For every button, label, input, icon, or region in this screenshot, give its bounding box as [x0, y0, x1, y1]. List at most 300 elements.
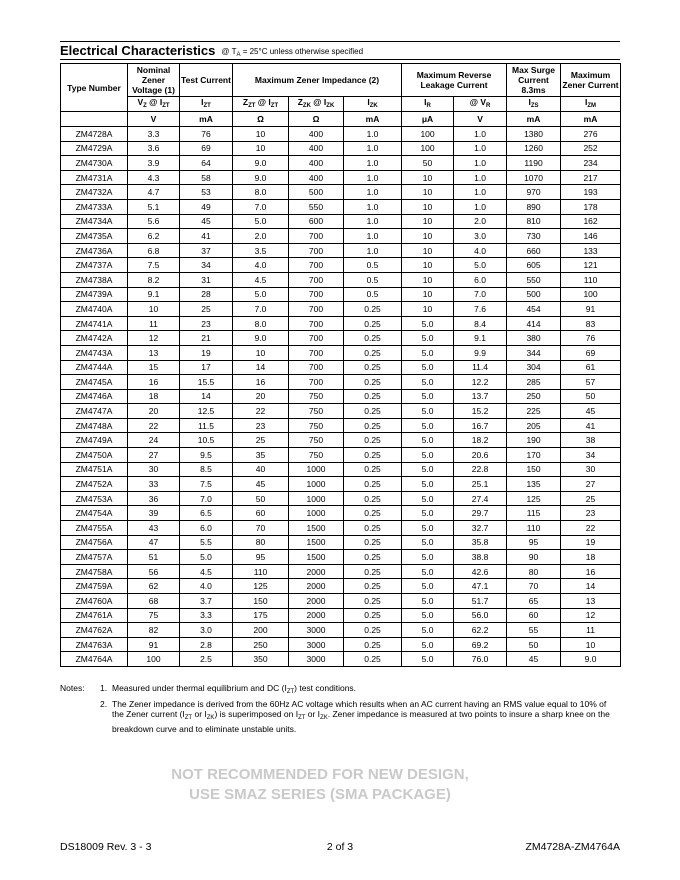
value-cell: 10.5 — [180, 433, 233, 448]
symbol-ir: $I_R$ — [402, 97, 454, 112]
value-cell: 6.5 — [180, 506, 233, 521]
value-cell: 100 — [402, 127, 454, 142]
unit-blank — [61, 112, 128, 127]
value-cell: 9.5 — [180, 448, 233, 463]
type-number-cell: ZM4739A — [61, 287, 128, 302]
value-cell: 0.25 — [344, 418, 402, 433]
value-cell: 34 — [561, 448, 621, 463]
value-cell: 3.7 — [180, 594, 233, 609]
notes-section — [60, 683, 620, 734]
value-cell: 1190 — [507, 156, 561, 171]
value-cell: 1000 — [289, 462, 344, 477]
value-cell: 62 — [128, 579, 180, 594]
table-row — [61, 608, 621, 623]
value-cell: 22 — [233, 404, 289, 419]
value-cell: 80 — [233, 535, 289, 550]
type-number-cell: ZM4746A — [61, 389, 128, 404]
value-cell: 5.0 — [402, 462, 454, 477]
value-cell: 10 — [402, 229, 454, 244]
type-number-cell: ZM4744A — [61, 360, 128, 375]
table-row — [61, 418, 621, 433]
table-row — [61, 214, 621, 229]
value-cell: 8.0 — [233, 316, 289, 331]
type-number-cell: ZM4743A — [61, 345, 128, 360]
value-cell: 3000 — [289, 637, 344, 652]
value-cell: 25 — [561, 491, 621, 506]
value-cell: 1.0 — [344, 199, 402, 214]
value-cell: 38 — [561, 433, 621, 448]
type-number-cell: ZM4764A — [61, 652, 128, 667]
value-cell: 700 — [289, 331, 344, 346]
table-row — [61, 229, 621, 244]
value-cell: 8.5 — [180, 462, 233, 477]
value-cell: 0.25 — [344, 608, 402, 623]
value-cell: 10 — [233, 141, 289, 156]
value-cell: 810 — [507, 214, 561, 229]
col-max-surge-current: Max Surge Current 8.3ms — [507, 64, 561, 97]
value-cell: 90 — [507, 550, 561, 565]
value-cell: 0.25 — [344, 433, 402, 448]
value-cell: 5.0 — [402, 345, 454, 360]
value-cell: 91 — [561, 302, 621, 317]
value-cell: 0.25 — [344, 448, 402, 463]
value-cell: 3000 — [289, 652, 344, 667]
table-row — [61, 579, 621, 594]
value-cell: 11 — [128, 316, 180, 331]
value-cell: 400 — [289, 141, 344, 156]
symbol-izs: $I_{ZS}$ — [507, 97, 561, 112]
value-cell: 970 — [507, 185, 561, 200]
value-cell: 250 — [233, 637, 289, 652]
value-cell: 0.25 — [344, 535, 402, 550]
value-cell: 100 — [561, 287, 621, 302]
value-cell: 110 — [507, 521, 561, 536]
value-cell: 18 — [561, 550, 621, 565]
value-cell: 4.5 — [180, 564, 233, 579]
value-cell: 700 — [289, 243, 344, 258]
col-max-zener-impedance: Maximum Zener Impedance (2) — [233, 64, 402, 97]
value-cell: 13 — [561, 594, 621, 609]
value-cell: 37 — [180, 243, 233, 258]
value-cell: 1000 — [289, 491, 344, 506]
value-cell: 660 — [507, 243, 561, 258]
value-cell: 3.6 — [128, 141, 180, 156]
table-row — [61, 141, 621, 156]
value-cell: 0.25 — [344, 345, 402, 360]
value-cell: 51 — [128, 550, 180, 565]
value-cell: 10 — [402, 272, 454, 287]
value-cell: 10 — [402, 214, 454, 229]
value-cell: 175 — [233, 608, 289, 623]
value-cell: 25 — [233, 433, 289, 448]
value-cell: 178 — [561, 199, 621, 214]
value-cell: 1.0 — [344, 229, 402, 244]
value-cell: 1.0 — [344, 185, 402, 200]
value-cell: 16 — [128, 375, 180, 390]
section-title: Electrical Characteristics — [60, 43, 216, 58]
value-cell: 4.3 — [128, 170, 180, 185]
value-cell: 13.7 — [454, 389, 507, 404]
value-cell: 2000 — [289, 608, 344, 623]
value-cell: 20.6 — [454, 448, 507, 463]
value-cell: 0.5 — [344, 258, 402, 273]
value-cell: 27 — [561, 477, 621, 492]
value-cell: 10 — [402, 199, 454, 214]
value-cell: 18.2 — [454, 433, 507, 448]
value-cell: 700 — [289, 316, 344, 331]
value-cell: 7.5 — [180, 477, 233, 492]
watermark-line: USE SMAZ SERIES (SMA PACKAGE) — [189, 786, 451, 803]
value-cell: 95 — [233, 550, 289, 565]
value-cell: 36 — [128, 491, 180, 506]
value-cell: 0.25 — [344, 389, 402, 404]
value-cell: 700 — [289, 375, 344, 390]
value-cell: 1000 — [289, 477, 344, 492]
table-row — [61, 360, 621, 375]
value-cell: 700 — [289, 345, 344, 360]
value-cell: 58 — [180, 170, 233, 185]
table-row — [61, 404, 621, 419]
col-max-reverse-leakage: Maximum Reverse Leakage Current — [402, 64, 507, 97]
value-cell: 0.25 — [344, 360, 402, 375]
unit-cell: Ω — [289, 112, 344, 127]
table-row — [61, 302, 621, 317]
value-cell: 33 — [128, 477, 180, 492]
value-cell: 1.0 — [344, 243, 402, 258]
table-row — [61, 389, 621, 404]
value-cell: 11 — [561, 623, 621, 638]
value-cell: 49 — [180, 199, 233, 214]
value-cell: 6.2 — [128, 229, 180, 244]
value-cell: 110 — [233, 564, 289, 579]
value-cell: 9.1 — [128, 287, 180, 302]
value-cell: 750 — [289, 404, 344, 419]
value-cell: 56 — [128, 564, 180, 579]
value-cell: 0.25 — [344, 623, 402, 638]
value-cell: 217 — [561, 170, 621, 185]
value-cell: 83 — [561, 316, 621, 331]
value-cell: 22 — [561, 521, 621, 536]
value-cell: 27.4 — [454, 491, 507, 506]
value-cell: 7.6 — [454, 302, 507, 317]
value-cell: 2.0 — [233, 229, 289, 244]
type-number-cell: ZM4749A — [61, 433, 128, 448]
value-cell: 7.0 — [233, 199, 289, 214]
col-test-current: Test Current — [180, 64, 233, 97]
header-row-titles — [61, 64, 621, 97]
value-cell: 0.25 — [344, 302, 402, 317]
value-cell: 56.0 — [454, 608, 507, 623]
value-cell: 20 — [233, 389, 289, 404]
note-indent — [60, 699, 100, 735]
value-cell: 700 — [289, 258, 344, 273]
value-cell: 550 — [289, 199, 344, 214]
value-cell: 3.0 — [454, 229, 507, 244]
value-cell: 600 — [289, 214, 344, 229]
value-cell: 9.0 — [561, 652, 621, 667]
not-recommended-watermark — [150, 765, 490, 805]
value-cell: 150 — [233, 594, 289, 609]
value-cell: 0.5 — [344, 272, 402, 287]
value-cell: 70 — [507, 579, 561, 594]
value-cell: 1070 — [507, 170, 561, 185]
value-cell: 8.0 — [233, 185, 289, 200]
unit-cell: mA — [507, 112, 561, 127]
value-cell: 454 — [507, 302, 561, 317]
value-cell: 47 — [128, 535, 180, 550]
value-cell: 5.0 — [402, 637, 454, 652]
value-cell: 5.0 — [180, 550, 233, 565]
value-cell: 23 — [233, 418, 289, 433]
watermark-line: NOT RECOMMENDED FOR NEW DESIGN, — [171, 766, 469, 783]
value-cell: 162 — [561, 214, 621, 229]
value-cell: 276 — [561, 127, 621, 142]
type-number-cell: ZM4751A — [61, 462, 128, 477]
value-cell: 10 — [128, 302, 180, 317]
value-cell: 40 — [233, 462, 289, 477]
table-row — [61, 272, 621, 287]
value-cell: 4.0 — [454, 243, 507, 258]
value-cell: 2000 — [289, 594, 344, 609]
value-cell: 750 — [289, 448, 344, 463]
unit-cell: V — [454, 112, 507, 127]
value-cell: 68 — [128, 594, 180, 609]
value-cell: 3000 — [289, 623, 344, 638]
value-cell: 0.25 — [344, 637, 402, 652]
type-number-cell: ZM4758A — [61, 564, 128, 579]
value-cell: 8.2 — [128, 272, 180, 287]
value-cell: 150 — [507, 462, 561, 477]
note-1 — [60, 683, 620, 698]
value-cell: 700 — [289, 287, 344, 302]
table-row — [61, 170, 621, 185]
value-cell: 14 — [233, 360, 289, 375]
value-cell: 0.25 — [344, 331, 402, 346]
value-cell: 400 — [289, 127, 344, 142]
value-cell: 8.4 — [454, 316, 507, 331]
type-number-cell: ZM4752A — [61, 477, 128, 492]
value-cell: 45 — [233, 477, 289, 492]
value-cell: 0.25 — [344, 375, 402, 390]
value-cell: 12 — [128, 331, 180, 346]
value-cell: 6.0 — [180, 521, 233, 536]
unit-cell: mA — [180, 112, 233, 127]
value-cell: 730 — [507, 229, 561, 244]
value-cell: 15.5 — [180, 375, 233, 390]
value-cell: 750 — [289, 418, 344, 433]
symbol-izk: $I_{ZK}$ — [344, 97, 402, 112]
table-row — [61, 506, 621, 521]
value-cell: 100 — [402, 141, 454, 156]
value-cell: 605 — [507, 258, 561, 273]
value-cell: 14 — [180, 389, 233, 404]
unit-cell: mA — [344, 112, 402, 127]
value-cell: 43 — [128, 521, 180, 536]
value-cell: 4.0 — [180, 579, 233, 594]
table-row — [61, 156, 621, 171]
table-row — [61, 564, 621, 579]
value-cell: 5.0 — [402, 594, 454, 609]
type-number-cell: ZM4750A — [61, 448, 128, 463]
value-cell: 5.0 — [402, 579, 454, 594]
value-cell: 27 — [128, 448, 180, 463]
value-cell: 0.25 — [344, 404, 402, 419]
value-cell: 35 — [233, 448, 289, 463]
type-number-cell: ZM4741A — [61, 316, 128, 331]
type-number-cell: ZM4730A — [61, 156, 128, 171]
value-cell: 5.0 — [233, 214, 289, 229]
type-number-cell: ZM4729A — [61, 141, 128, 156]
value-cell: 76 — [180, 127, 233, 142]
value-cell: 252 — [561, 141, 621, 156]
value-cell: 10 — [561, 637, 621, 652]
value-cell: 0.25 — [344, 564, 402, 579]
table-row — [61, 550, 621, 565]
value-cell: 9.9 — [454, 345, 507, 360]
value-cell: 76.0 — [454, 652, 507, 667]
value-cell: 2.5 — [180, 652, 233, 667]
value-cell: 60 — [507, 608, 561, 623]
symbol-vr: @ $V_R$ — [454, 97, 507, 112]
value-cell: 69.2 — [454, 637, 507, 652]
value-cell: 205 — [507, 418, 561, 433]
value-cell: 5.0 — [402, 375, 454, 390]
value-cell: 100 — [128, 652, 180, 667]
type-number-cell: ZM4728A — [61, 127, 128, 142]
value-cell: 1.0 — [454, 185, 507, 200]
value-cell: 12.5 — [180, 404, 233, 419]
value-cell: 750 — [289, 433, 344, 448]
value-cell: 1000 — [289, 506, 344, 521]
value-cell: 62.2 — [454, 623, 507, 638]
table-row — [61, 127, 621, 142]
value-cell: 7.5 — [128, 258, 180, 273]
type-number-cell: ZM4745A — [61, 375, 128, 390]
value-cell: 9.0 — [233, 156, 289, 171]
value-cell: 1380 — [507, 127, 561, 142]
table-row — [61, 521, 621, 536]
value-cell: 30 — [561, 462, 621, 477]
value-cell: 60 — [233, 506, 289, 521]
value-cell: 16 — [561, 564, 621, 579]
value-cell: 0.25 — [344, 477, 402, 492]
table-row — [61, 637, 621, 652]
value-cell: 50 — [507, 637, 561, 652]
type-number-cell: ZM4742A — [61, 331, 128, 346]
heading-rule — [60, 59, 620, 60]
value-cell: 121 — [561, 258, 621, 273]
table-row — [61, 433, 621, 448]
value-cell: 5.0 — [402, 623, 454, 638]
value-cell: 3.9 — [128, 156, 180, 171]
note-number: 2. — [100, 698, 108, 709]
value-cell: 55 — [507, 623, 561, 638]
value-cell: 4.0 — [233, 258, 289, 273]
value-cell: 3.3 — [128, 127, 180, 142]
value-cell: 110 — [561, 272, 621, 287]
footer-part-range: ZM4728A-ZM4764A — [525, 841, 620, 853]
value-cell: 10 — [402, 243, 454, 258]
value-cell: 51.7 — [454, 594, 507, 609]
table-row — [61, 287, 621, 302]
value-cell: 41 — [180, 229, 233, 244]
value-cell: 550 — [507, 272, 561, 287]
table-row — [61, 316, 621, 331]
value-cell: 125 — [233, 579, 289, 594]
value-cell: 1500 — [289, 550, 344, 565]
electrical-characteristics-table — [60, 63, 621, 667]
value-cell: 20 — [128, 404, 180, 419]
value-cell: 5.6 — [128, 214, 180, 229]
value-cell: 50 — [561, 389, 621, 404]
value-cell: 12 — [561, 608, 621, 623]
value-cell: 890 — [507, 199, 561, 214]
value-cell: 190 — [507, 433, 561, 448]
value-cell: 64 — [180, 156, 233, 171]
value-cell: 1.0 — [454, 127, 507, 142]
value-cell: 1260 — [507, 141, 561, 156]
value-cell: 5.0 — [402, 316, 454, 331]
value-cell: 28 — [180, 287, 233, 302]
value-cell: 21 — [180, 331, 233, 346]
table-row — [61, 258, 621, 273]
value-cell: 400 — [289, 170, 344, 185]
value-cell: 12.2 — [454, 375, 507, 390]
value-cell: 41 — [561, 418, 621, 433]
value-cell: 7.0 — [180, 491, 233, 506]
value-cell: 750 — [289, 389, 344, 404]
test-condition: @ $T_A = 25^\circ C$ unless otherwise specified — [221, 47, 364, 58]
value-cell: 170 — [507, 448, 561, 463]
value-cell: 1.0 — [344, 214, 402, 229]
value-cell: 1.0 — [344, 170, 402, 185]
value-cell: 91 — [128, 637, 180, 652]
value-cell: 5.0 — [402, 448, 454, 463]
type-number-cell: ZM4735A — [61, 229, 128, 244]
value-cell: 61 — [561, 360, 621, 375]
value-cell: 17 — [180, 360, 233, 375]
value-cell: 31 — [180, 272, 233, 287]
value-cell: 42.6 — [454, 564, 507, 579]
value-cell: 344 — [507, 345, 561, 360]
type-number-cell: ZM4737A — [61, 258, 128, 273]
col-nominal-zener-voltage: Nominal Zener Voltage (1) — [128, 64, 180, 97]
type-number-cell: ZM4757A — [61, 550, 128, 565]
value-cell: 95 — [507, 535, 561, 550]
value-cell: 53 — [180, 185, 233, 200]
value-cell: 4.5 — [233, 272, 289, 287]
unit-cell: Ω — [233, 112, 289, 127]
type-number-cell: ZM4760A — [61, 594, 128, 609]
value-cell: 135 — [507, 477, 561, 492]
value-cell: 700 — [289, 229, 344, 244]
header-row-units — [61, 112, 621, 127]
value-cell: 1500 — [289, 535, 344, 550]
value-cell: 45 — [180, 214, 233, 229]
table-row — [61, 243, 621, 258]
symbol-izm: $I_{ZM}$ — [561, 97, 621, 112]
value-cell: 23 — [561, 506, 621, 521]
value-cell: 18 — [128, 389, 180, 404]
value-cell: 0.25 — [344, 521, 402, 536]
type-number-cell: ZM4763A — [61, 637, 128, 652]
type-number-cell: ZM4748A — [61, 418, 128, 433]
value-cell: 10 — [402, 302, 454, 317]
table-row — [61, 462, 621, 477]
value-cell: 5.0 — [402, 477, 454, 492]
value-cell: 30 — [128, 462, 180, 477]
value-cell: 5.0 — [402, 535, 454, 550]
